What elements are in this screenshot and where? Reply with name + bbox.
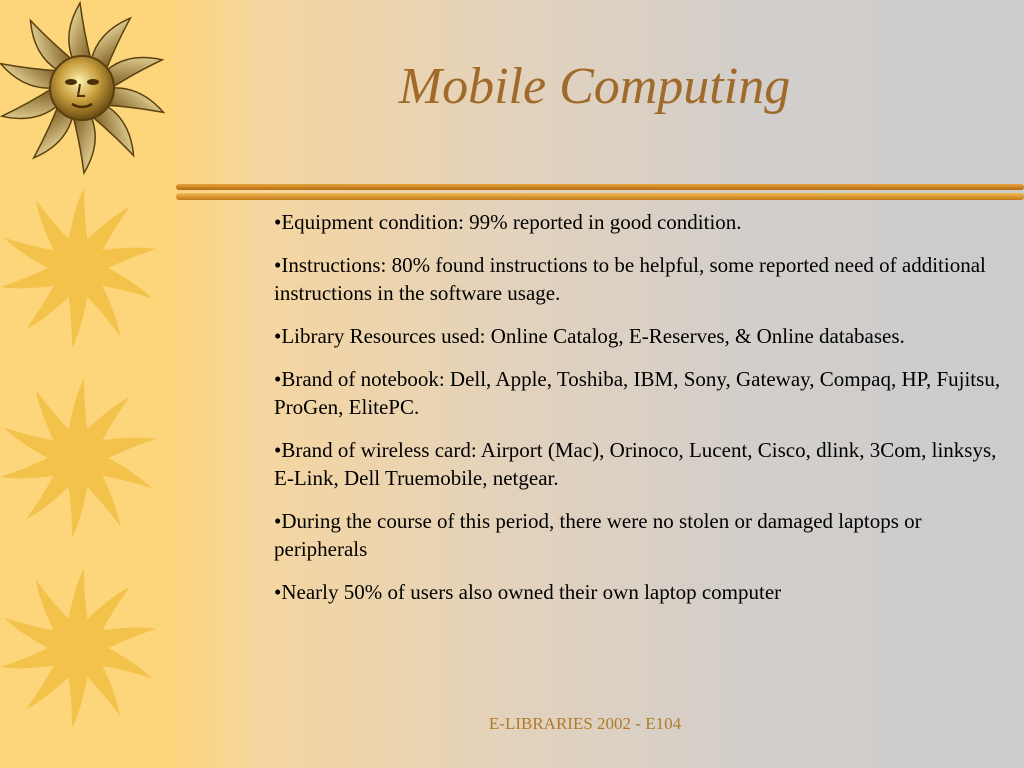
slide-title: Mobile Computing (398, 58, 791, 115)
slide-footer: E-LIBRARIES 2002 - E104 (488, 714, 682, 733)
bullet-item: •Nearly 50% of users also owned their own laptop computer (274, 580, 782, 604)
sun-face-icon (0, 0, 165, 175)
divider-line-bottom (176, 193, 1024, 200)
divider-line-top (176, 184, 1024, 190)
sidebar-decoration (0, 0, 165, 768)
bullet-item: •Equipment condition: 99% reported in good condition. (274, 210, 742, 234)
bullet-item: •During the course of this period, there were no stolen or damaged laptops or peripherals (274, 509, 922, 561)
title-divider (176, 182, 1024, 204)
bullet-list (274, 208, 1014, 621)
sun-icon (0, 370, 165, 545)
sun-icon (0, 180, 165, 355)
bullet-item: •Instructions: 80% found instructions to be helpful, some reported need of additional instructions in the software usage. (274, 253, 986, 305)
bullet-item: •Brand of wireless card: Airport (Mac), Orinoco, Lucent, Cisco, dlink, 3Com, linksys, E-Link, Dell Truemobile, netgear. (274, 438, 997, 490)
sun-icon (0, 560, 165, 735)
bullet-item: •Library Resources used: Online Catalog, E-Reserves, & Online databases. (274, 324, 905, 348)
bullet-item: •Brand of notebook: Dell, Apple, Toshiba, IBM, Sony, Gateway, Compaq, HP, Fujitsu, ProGen, ElitePC. (274, 367, 1001, 419)
